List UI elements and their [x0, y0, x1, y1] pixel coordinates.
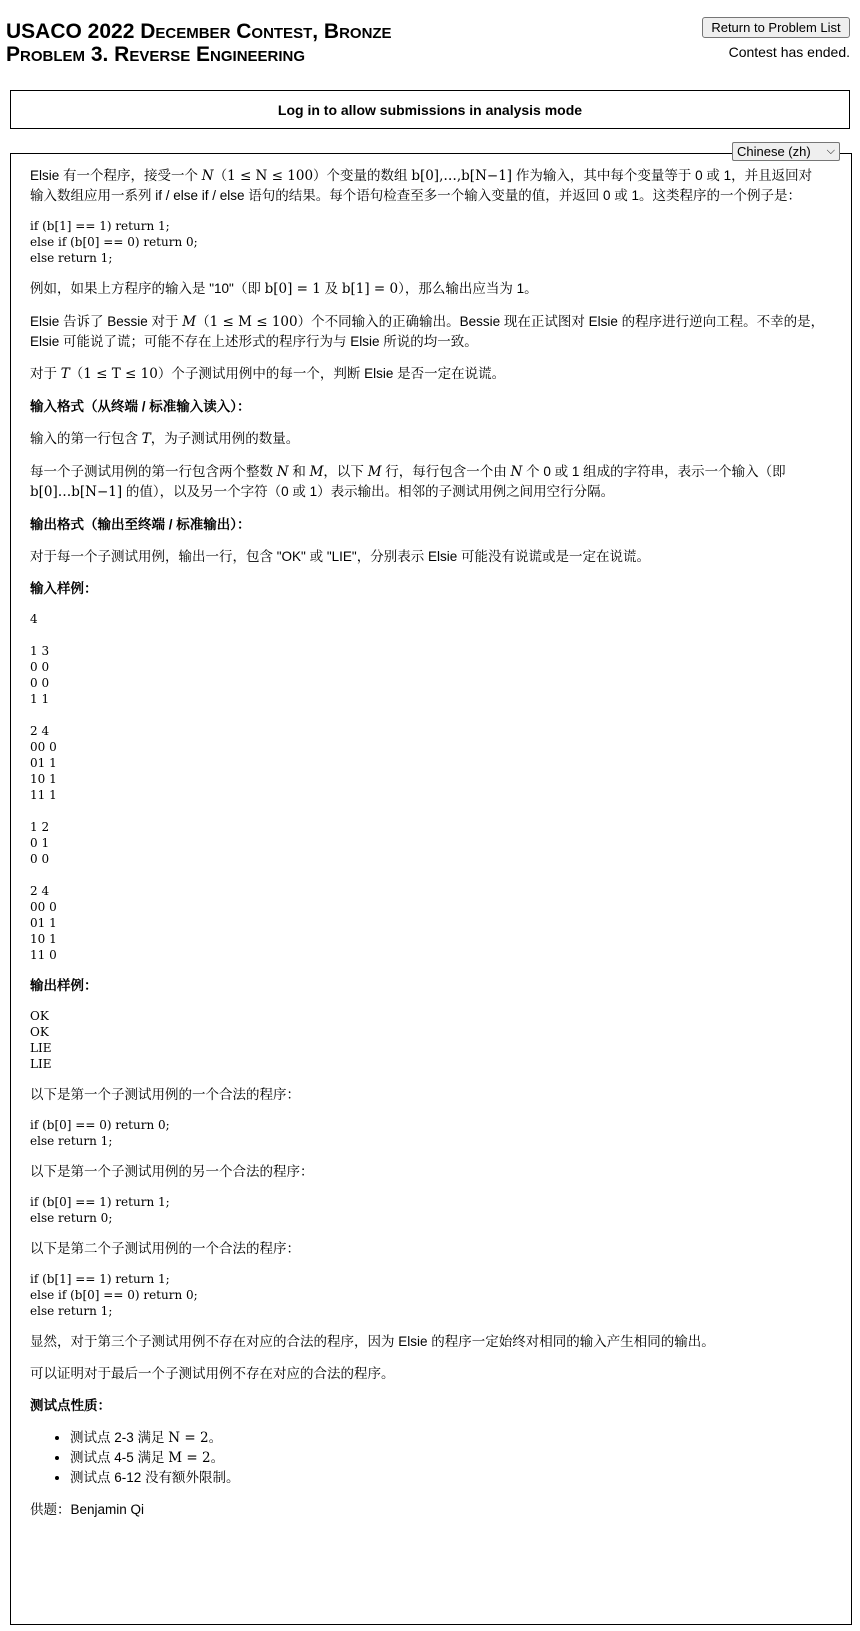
testcase-paragraph: 对于 T（1 ≤ T ≤ 10）个子测试用例中的每一个，判断 Elsie 是否一定在说谎。	[30, 366, 506, 382]
sample-input-heading: 输入样例：	[30, 581, 98, 596]
example-paragraph: 例如，如果上方程序的输入是 "10"（即 b[0] = 1 及 b[1] = 0），那么输出应当为 1。	[30, 281, 538, 297]
sample-input: 4 1 3 0 0 0 0 1 1 2 4 00 0 01 1 10 1 11 1 1 2 0 1 0 0 2 4 00 0 01 1 10 1 11 0	[30, 612, 57, 962]
input-format-p2: 每一个子测试用例的第一行包含两个整数 N 和 M，以下 M 行，每行包含一个由 N 个 0 或 1 组成的字符串，表示一个输入（即 b[0]…b[N−1] 的值），以及另一个字符（0 或 1）表示输出。相邻的子测试用例之间用空行分隔。	[30, 464, 786, 500]
intro-paragraph: Elsie 有一个程序，接受一个 N（1 ≤ N ≤ 100）个变量的数组 b[0],…,b[N−1] 作为输入，其中每个变量等于 0 或 1，并且返回对输入数组应用一系列 if / else if / else 语句的结果。每个语句检查至多一个输入变量的值，并返回 0 或 1。这类程序的一个例子是：	[30, 168, 813, 203]
login-notice[interactable]	[10, 90, 850, 129]
explanation-5: 可以证明对于最后一个子测试用例不存在对应的合法的程序。	[30, 1366, 395, 1381]
page-title-line1: USACO 2022 December Contest, Bronze	[6, 20, 392, 43]
login-notice-text: Log in to allow submissions in analysis mode	[277, 101, 583, 118]
list-item: • 测试点 4-5 满足 M = 2。	[70, 1448, 825, 1468]
page-title-line2: Problem 3. Reverse Engineering	[6, 43, 306, 66]
bessie-paragraph: Elsie 告诉了 Bessie 对于 M（1 ≤ M ≤ 100）个不同输入的正确输出。Bessie 现在正试图对 Elsie 的程序进行逆向工程。不幸的是，Elsie 可能说了谎；可能不存在上述形式的程序行为与 Elsie 所说的均一致。	[30, 314, 825, 349]
credits: 供题：Benjamin Qi	[30, 1502, 145, 1517]
explanation-1: 以下是第一个子测试用例的一个合法的程序：	[30, 1087, 300, 1102]
list-item: • 测试点 6-12 没有额外限制。	[70, 1468, 825, 1487]
output-format-heading: 输出格式（输出至终端 / 标准输出）：	[30, 517, 251, 532]
chevron-down-icon: ⌵	[826, 145, 835, 157]
explanation-2: 以下是第一个子测试用例的另一个合法的程序：	[30, 1164, 314, 1179]
explanation-4: 显然，对于第三个子测试用例不存在对应的合法的程序，因为 Elsie 的程序一定始终对相同的输入产生相同的输出。	[30, 1334, 715, 1349]
program-3: if (b[1] == 1) return 1; else if (b[0] == 0) return 0; else return 1;	[30, 1272, 198, 1318]
program-2: if (b[0] == 1) return 1; else return 0;	[30, 1195, 170, 1225]
contest-status: Contest has ended.	[728, 44, 850, 60]
example-program: if (b[1] == 1) return 1; else if (b[0] == 0) return 0; else return 1;	[30, 219, 198, 265]
explanation-3: 以下是第二个子测试用例的一个合法的程序：	[30, 1241, 300, 1256]
output-format-paragraph: 对于每一个子测试用例，输出一行，包含 "OK" 或 "LIE"，分别表示 Elsie 可能没有说谎或是一定在说谎。	[30, 549, 650, 564]
page-title	[6, 20, 392, 66]
return-to-problem-list-button[interactable]: Return to Problem List	[702, 17, 850, 38]
sample-output-heading: 输出样例：	[30, 978, 98, 993]
program-1: if (b[0] == 0) return 0; else return 1;	[30, 1118, 170, 1148]
scoring-list	[30, 1428, 825, 1487]
list-item: • 测试点 2-3 满足 N = 2。	[70, 1428, 825, 1448]
language-select-value: Chinese (zh)	[737, 144, 811, 159]
input-format-p1: 输入的第一行包含 T，为子测试用例的数量。	[30, 431, 300, 447]
problem-content	[30, 166, 825, 1532]
language-select[interactable]	[732, 142, 840, 161]
sample-output: OK OK LIE LIE	[30, 1009, 52, 1071]
scoring-heading: 测试点性质：	[30, 1398, 111, 1413]
input-format-heading: 输入格式（从终端 / 标准输入读入）：	[30, 399, 251, 414]
